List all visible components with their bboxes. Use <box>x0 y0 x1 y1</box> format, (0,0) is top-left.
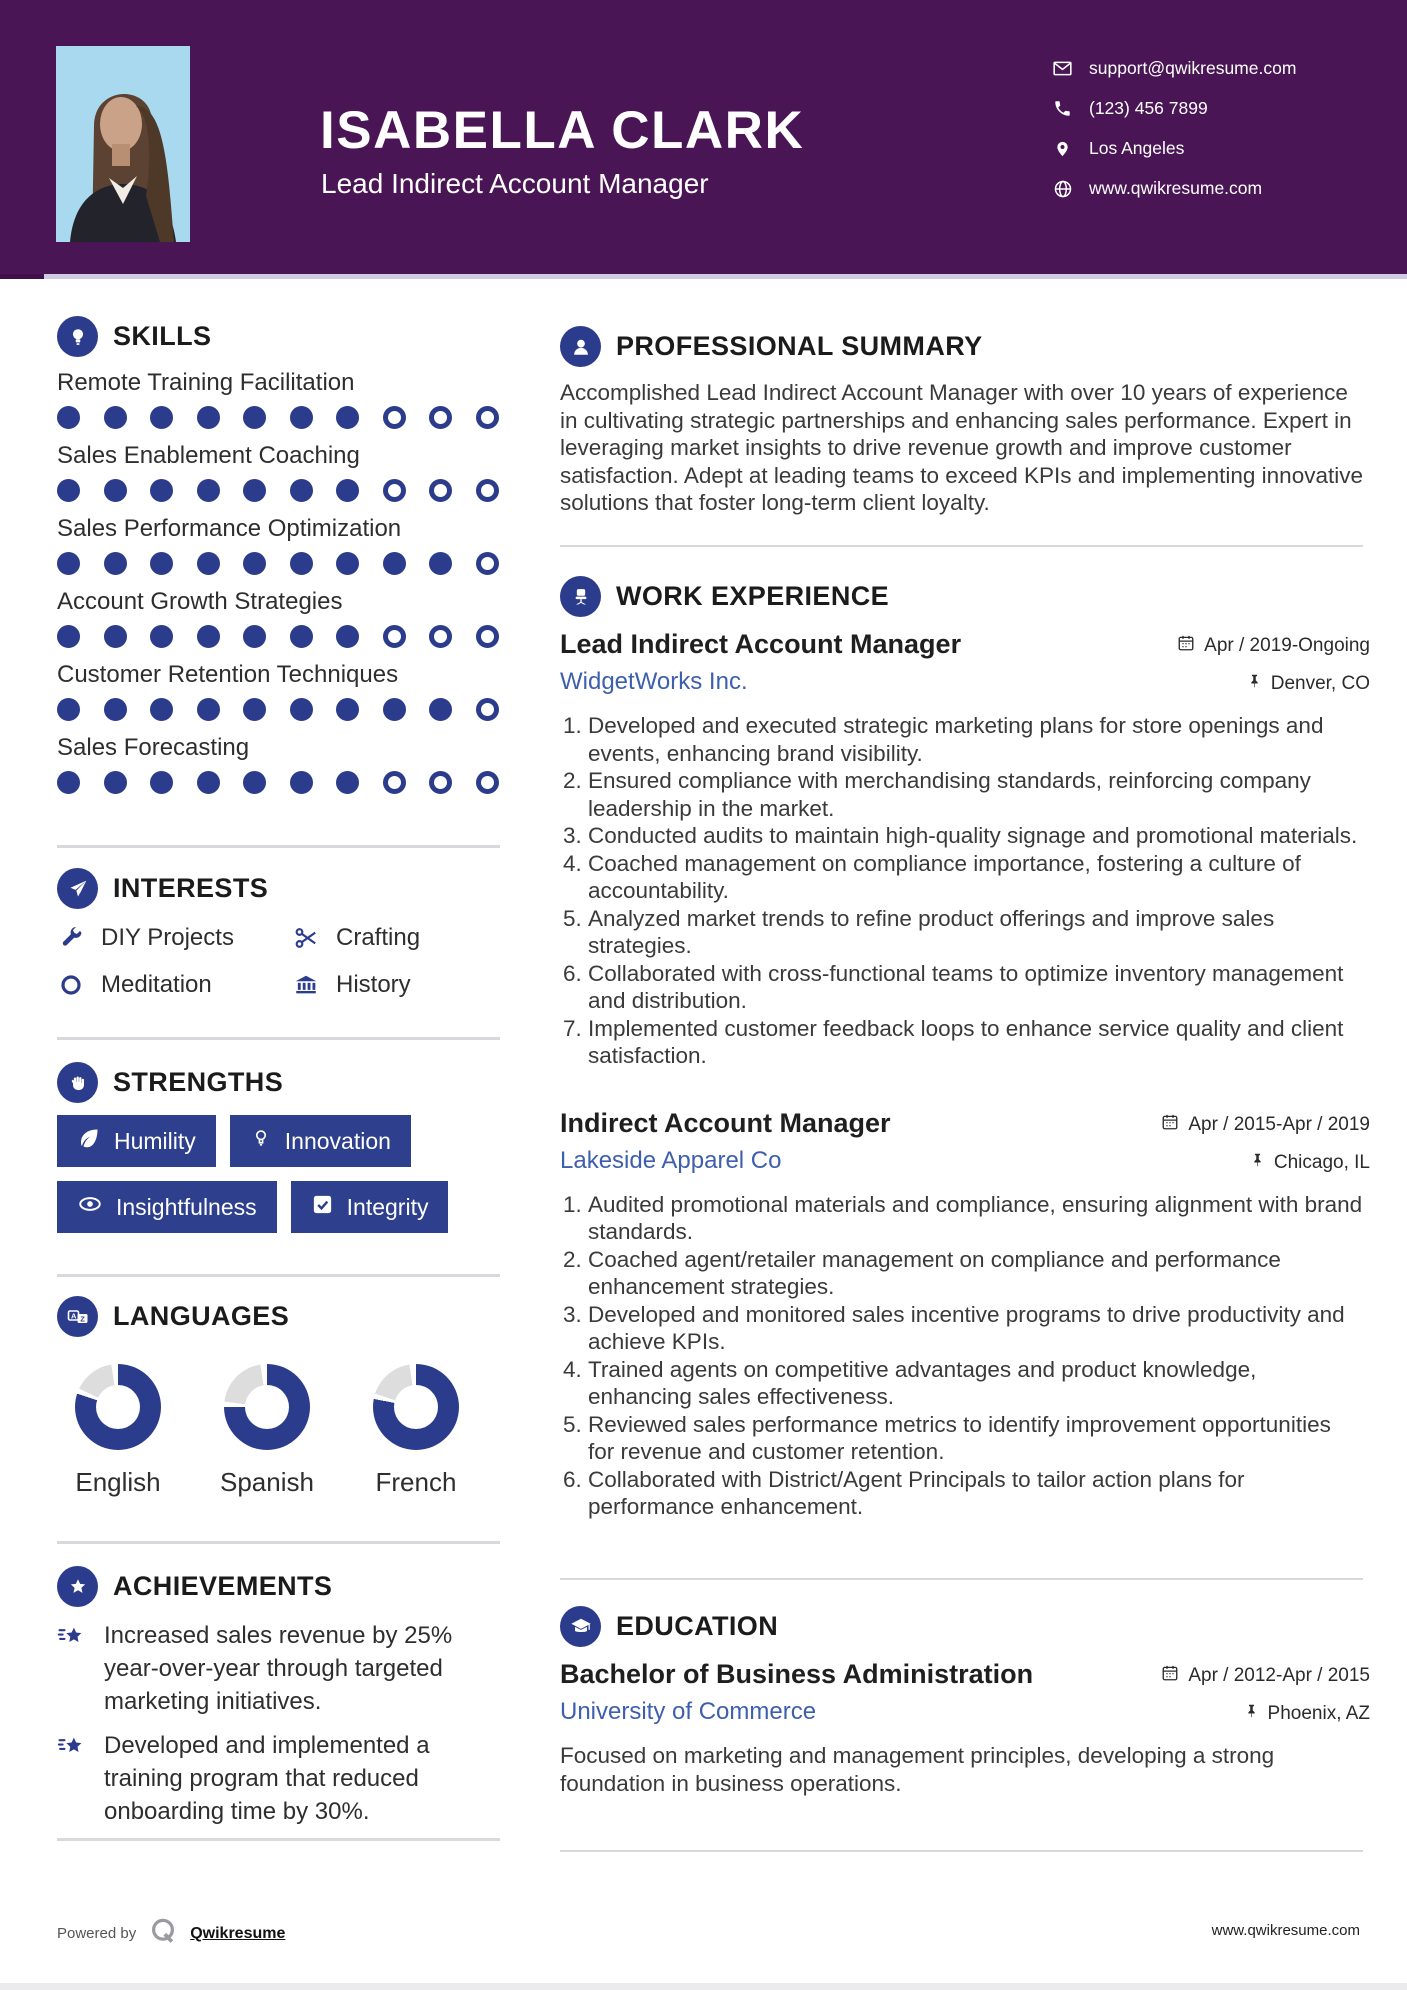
interest-item <box>292 968 500 1002</box>
skill-label: Account Growth Strategies <box>57 588 343 615</box>
strength-label: Innovation <box>284 1127 391 1154</box>
lightbulb-icon <box>57 316 98 357</box>
rating-dot-filled <box>290 698 313 721</box>
rating-dot-filled <box>104 406 127 429</box>
job-title: Indirect Account Manager <box>560 1107 891 1138</box>
job-dates: Apr / 2015-Apr / 2019 <box>1188 1113 1370 1135</box>
rating-dot-empty <box>383 625 406 648</box>
skill-rating-dots <box>57 406 500 429</box>
powered-by-label: Powered by <box>57 1925 137 1942</box>
rating-dot-filled <box>197 625 220 648</box>
divider <box>57 1541 500 1544</box>
skill-rating-dots <box>57 625 500 648</box>
rating-dot-filled <box>383 552 406 575</box>
strength-label: Integrity <box>346 1193 429 1220</box>
skill-label: Sales Forecasting <box>57 734 250 761</box>
education-description: Focused on marketing and management principles, developing a strong foundation in business operations. <box>560 1743 1275 1796</box>
rating-dot-filled <box>150 406 173 429</box>
job-location-row <box>1161 1151 1370 1175</box>
rating-dot-filled <box>336 479 359 502</box>
rating-dot-filled <box>104 552 127 575</box>
education-heading: EDUCATION <box>616 1611 779 1641</box>
rating-dot-filled <box>290 479 313 502</box>
lightbulb-icon <box>250 1127 272 1155</box>
skills-heading: SKILLS <box>113 321 212 351</box>
strengths-badges <box>57 1115 507 1233</box>
rating-dot-filled <box>104 625 127 648</box>
rating-dot-filled <box>150 625 173 648</box>
rating-dot-filled <box>104 698 127 721</box>
skill-item <box>57 442 500 502</box>
contact-email[interactable]: support@qwikresume.com <box>1089 58 1297 78</box>
job-title: Lead Indirect Account Manager <box>560 629 962 659</box>
ring-icon <box>57 973 85 997</box>
contact-location-phone: (123) 456 7899 <box>1089 98 1208 118</box>
rating-dot-filled <box>150 552 173 575</box>
candidate-job-title: Lead Indirect Account Manager <box>321 168 709 199</box>
rating-dot-filled <box>150 698 173 721</box>
job-bullet: 2. Coached agent/retailer management on compliance and performance enhancement strategies. <box>588 1246 1363 1301</box>
rating-dot-filled <box>336 698 359 721</box>
rating-dot-filled <box>197 479 220 502</box>
skills-section <box>57 316 500 807</box>
rating-dot-empty <box>429 625 452 648</box>
shooting-star-icon <box>57 1619 87 1718</box>
achievement-text: Developed and implemented a training program that reduced onboarding time by 30%. <box>104 1732 430 1825</box>
education-location: Phoenix, AZ <box>1267 1703 1370 1724</box>
achievement-text: Increased sales revenue by 25% year-over-year through targeted marketing initiatives. <box>104 1622 453 1715</box>
job-dates: Apr / 2019-Ongoing <box>1204 635 1370 656</box>
languages-heading: LANGUAGES <box>113 1301 290 1331</box>
language-item <box>373 1364 459 1498</box>
check-square-icon <box>311 1193 334 1222</box>
rating-dot-filled <box>243 625 266 648</box>
rating-dot-filled <box>336 625 359 648</box>
job-bullet: 6. Collaborated with District/Agent Principals to tailor action plans for performance enhancement. <box>588 1466 1363 1521</box>
job-bullet: 1. Developed and executed strategic marketing plans for store openings and events, enhancing brand visibility. <box>588 712 1363 767</box>
divider <box>560 545 1363 547</box>
strengths-heading: STRENGTHS <box>113 1067 284 1097</box>
job-bullet-list <box>560 1191 1370 1521</box>
language-proficiency-donut <box>75 1364 161 1450</box>
office-chair-icon <box>560 576 601 617</box>
education-dates: Apr / 2012-Apr / 2015 <box>1188 1665 1370 1686</box>
scissors-icon <box>292 925 320 951</box>
job-bullet: 2. Ensured compliance with merchandising standards, reinforcing company leadership in the market. <box>588 767 1363 822</box>
job-bullet: 1. Audited promotional materials and compliance, ensuring alignment with brand standards. <box>588 1191 1363 1246</box>
strength-badge <box>291 1181 449 1233</box>
interests-section <box>57 868 500 1002</box>
globe-icon <box>1052 178 1073 199</box>
candidate-name: ISABELLA CLARK <box>320 101 805 160</box>
svg-text:A: A <box>70 1310 76 1320</box>
paper-plane-icon <box>57 868 98 909</box>
skill-rating-dots <box>57 698 500 721</box>
job-location: Chicago, IL <box>1273 1151 1370 1173</box>
summary-heading: PROFESSIONAL SUMMARY <box>616 331 983 361</box>
language-item <box>75 1364 161 1498</box>
interests-heading: INTERESTS <box>113 873 269 903</box>
rating-dot-filled <box>429 552 452 575</box>
job-company-link[interactable]: WidgetWorks Inc. <box>560 668 748 695</box>
envelope-icon <box>1052 58 1073 79</box>
language-item <box>220 1364 314 1498</box>
interest-item <box>292 921 500 955</box>
rating-dot-filled <box>57 479 80 502</box>
rating-dot-empty <box>476 406 499 429</box>
achievement-item <box>57 1729 507 1828</box>
job-bullet: 6. Collaborated with cross-functional teams to optimize inventory management and distribution. <box>588 960 1363 1015</box>
rating-dot-empty <box>476 698 499 721</box>
pushpin-icon <box>1247 672 1262 696</box>
job-dates-row <box>1161 1113 1370 1137</box>
language-label: English <box>75 1467 161 1497</box>
interest-label: DIY Projects <box>101 924 234 951</box>
rating-dot-empty <box>476 625 499 648</box>
job-bullet-list <box>560 712 1370 1070</box>
rating-dot-filled <box>290 552 313 575</box>
rating-dot-empty <box>476 479 499 502</box>
wrench-icon <box>57 926 85 951</box>
job-bullet: 3. Developed and monitored sales incentive programs to drive productivity and achieve KPIs. <box>588 1301 1363 1356</box>
skill-rating-dots <box>57 552 500 575</box>
language-label: Spanish <box>220 1467 314 1497</box>
medal-star-icon <box>57 1566 98 1607</box>
degree-title: Bachelor of Business Administration <box>560 1659 1034 1689</box>
rating-dot-filled <box>243 552 266 575</box>
rating-dot-filled <box>57 625 80 648</box>
achievements-section <box>57 1566 507 1839</box>
skill-item <box>57 588 500 648</box>
divider <box>57 1037 500 1040</box>
experience-section <box>560 576 1370 1521</box>
fist-icon <box>57 1062 98 1103</box>
strength-label: Humility <box>114 1127 196 1154</box>
rating-dot-filled <box>243 698 266 721</box>
divider <box>560 1850 1363 1852</box>
rating-dot-empty <box>383 771 406 794</box>
contact-location: Los Angeles <box>1089 138 1185 158</box>
skills-list <box>57 369 500 794</box>
job-dates-row <box>1177 634 1370 658</box>
museum-icon <box>292 972 320 998</box>
rating-dot-filled <box>57 771 80 794</box>
school-link[interactable]: University of Commerce <box>560 1698 817 1725</box>
skill-rating-dots <box>57 771 500 794</box>
contact-block <box>1052 58 1296 218</box>
skill-label: Customer Retention Techniques <box>57 661 399 688</box>
leaf-icon <box>77 1126 101 1156</box>
strength-badge <box>230 1115 411 1167</box>
divider <box>57 1838 500 1841</box>
rating-dot-filled <box>57 698 80 721</box>
rating-dot-empty <box>383 406 406 429</box>
contact-phone-row[interactable] <box>1052 98 1296 119</box>
rating-dot-filled <box>57 406 80 429</box>
rating-dot-filled <box>197 771 220 794</box>
rating-dot-filled <box>383 698 406 721</box>
skill-item <box>57 661 500 721</box>
job-bullet: 7. Implemented customer feedback loops to enhance service quality and client satisfaction. <box>588 1015 1363 1070</box>
rating-dot-filled <box>336 552 359 575</box>
languages-section <box>57 1296 500 1498</box>
strength-label: Insightfulness <box>116 1193 257 1220</box>
interests-list <box>57 921 500 1002</box>
calendar-icon <box>1161 1664 1179 1688</box>
rating-dot-empty <box>383 479 406 502</box>
summary-section <box>560 326 1370 517</box>
rating-dot-filled <box>197 406 220 429</box>
education-location-row <box>1161 1702 1370 1726</box>
rating-dot-filled <box>429 698 452 721</box>
interest-label: Crafting <box>336 924 421 951</box>
job-bullet: 5. Reviewed sales performance metrics to identify improvement opportunities for revenue and customer retention. <box>588 1411 1363 1466</box>
header-underline-notch <box>0 274 44 279</box>
rating-dot-filled <box>57 552 80 575</box>
qwikresume-logo-icon <box>148 1916 178 1951</box>
pushpin-icon <box>1244 1702 1259 1726</box>
footer-website[interactable]: www.qwikresume.com <box>1211 1922 1360 1939</box>
skill-item <box>57 515 500 575</box>
svg-text:Z: Z <box>79 1313 85 1323</box>
language-label: French <box>375 1467 457 1497</box>
eye-icon <box>77 1191 103 1223</box>
divider <box>57 845 500 848</box>
contact-email-row[interactable] <box>1052 58 1296 79</box>
job-location-row <box>1177 672 1370 696</box>
header-band <box>0 0 1407 274</box>
skill-label: Sales Enablement Coaching <box>57 442 360 469</box>
rating-dot-filled <box>290 406 313 429</box>
header-underline <box>0 274 1407 279</box>
rating-dot-filled <box>150 479 173 502</box>
rating-dot-empty <box>429 406 452 429</box>
calendar-icon <box>1177 634 1195 658</box>
experience-heading: WORK EXPERIENCE <box>616 581 890 611</box>
rating-dot-filled <box>197 698 220 721</box>
shooting-star-icon <box>57 1729 87 1828</box>
rating-dot-filled <box>336 406 359 429</box>
rating-dot-empty <box>429 771 452 794</box>
education-section <box>560 1606 1370 1797</box>
achievements-list <box>57 1619 507 1828</box>
location-pin-icon <box>1052 138 1073 159</box>
divider <box>57 1274 500 1277</box>
skill-item <box>57 369 500 429</box>
rating-dot-filled <box>243 479 266 502</box>
rating-dot-filled <box>104 771 127 794</box>
strength-badge <box>57 1115 216 1167</box>
rating-dot-filled <box>150 771 173 794</box>
rating-dot-empty <box>429 479 452 502</box>
achievement-item <box>57 1619 507 1718</box>
powered-by <box>57 1916 285 1951</box>
interest-label: Meditation <box>101 971 212 998</box>
language-proficiency-donut <box>224 1364 310 1450</box>
job-entry <box>560 1108 1370 1521</box>
contact-location-row <box>1052 138 1296 159</box>
rating-dot-filled <box>197 552 220 575</box>
rating-dot-filled <box>290 625 313 648</box>
rating-dot-filled <box>104 479 127 502</box>
achievements-heading: ACHIEVEMENTS <box>113 1571 333 1601</box>
rating-dot-filled <box>243 771 266 794</box>
languages-list <box>75 1364 500 1498</box>
skill-item <box>57 734 500 794</box>
contact-website-row[interactable] <box>1052 178 1296 199</box>
contact-website[interactable]: www.qwikresume.com <box>1089 178 1263 198</box>
job-bullet: 3. Conducted audits to maintain high-quality signage and promotional materials. <box>588 822 1363 850</box>
job-bullet: 4. Coached management on compliance importance, fostering a culture of accountability. <box>588 850 1363 905</box>
job-location: Denver, CO <box>1270 673 1370 694</box>
translate-icon <box>57 1296 98 1337</box>
qwikresume-link[interactable]: Qwikresume <box>190 1924 286 1942</box>
rating-dot-empty <box>476 771 499 794</box>
rating-dot-filled <box>290 771 313 794</box>
phone-icon <box>1052 98 1073 119</box>
person-icon <box>560 326 601 367</box>
job-entry <box>560 629 1370 1070</box>
divider <box>560 1578 1363 1580</box>
education-dates-row <box>1161 1664 1370 1688</box>
interest-item <box>57 921 292 955</box>
strengths-section <box>57 1062 507 1233</box>
strength-badge <box>57 1181 277 1233</box>
job-bullet: 4. Trained agents on competitive advantages and product knowledge, enhancing sales effectiveness. <box>588 1356 1363 1411</box>
skill-label: Sales Performance Optimization <box>57 515 402 542</box>
rating-dot-filled <box>243 406 266 429</box>
job-bullet: 5. Analyzed market trends to refine product offerings and improve sales strategies. <box>588 905 1363 960</box>
interest-item <box>57 968 292 1002</box>
language-proficiency-donut <box>373 1364 459 1450</box>
skill-rating-dots <box>57 479 500 502</box>
graduation-cap-icon <box>560 1606 601 1647</box>
pushpin-icon <box>1250 1151 1265 1175</box>
calendar-icon <box>1161 1113 1179 1137</box>
interest-label: History <box>336 971 411 998</box>
page-bottom-strip <box>0 1983 1407 1990</box>
job-company-link[interactable]: Lakeside Apparel Co <box>560 1146 782 1174</box>
rating-dot-empty <box>476 552 499 575</box>
profile-photo <box>56 46 190 242</box>
rating-dot-filled <box>336 771 359 794</box>
skill-label: Remote Training Facilitation <box>57 369 355 396</box>
summary-text: Accomplished Lead Indirect Account Manager with over 10 years of experience in cultivating strategic partnerships and enhancing sales performance. Expert in leveraging market insights to drive revenue growth and improve customer satisfaction. Adept at leading teams to exceed KPIs and implementing innovative solutions that foster long-term client loyalty. <box>560 380 1363 515</box>
